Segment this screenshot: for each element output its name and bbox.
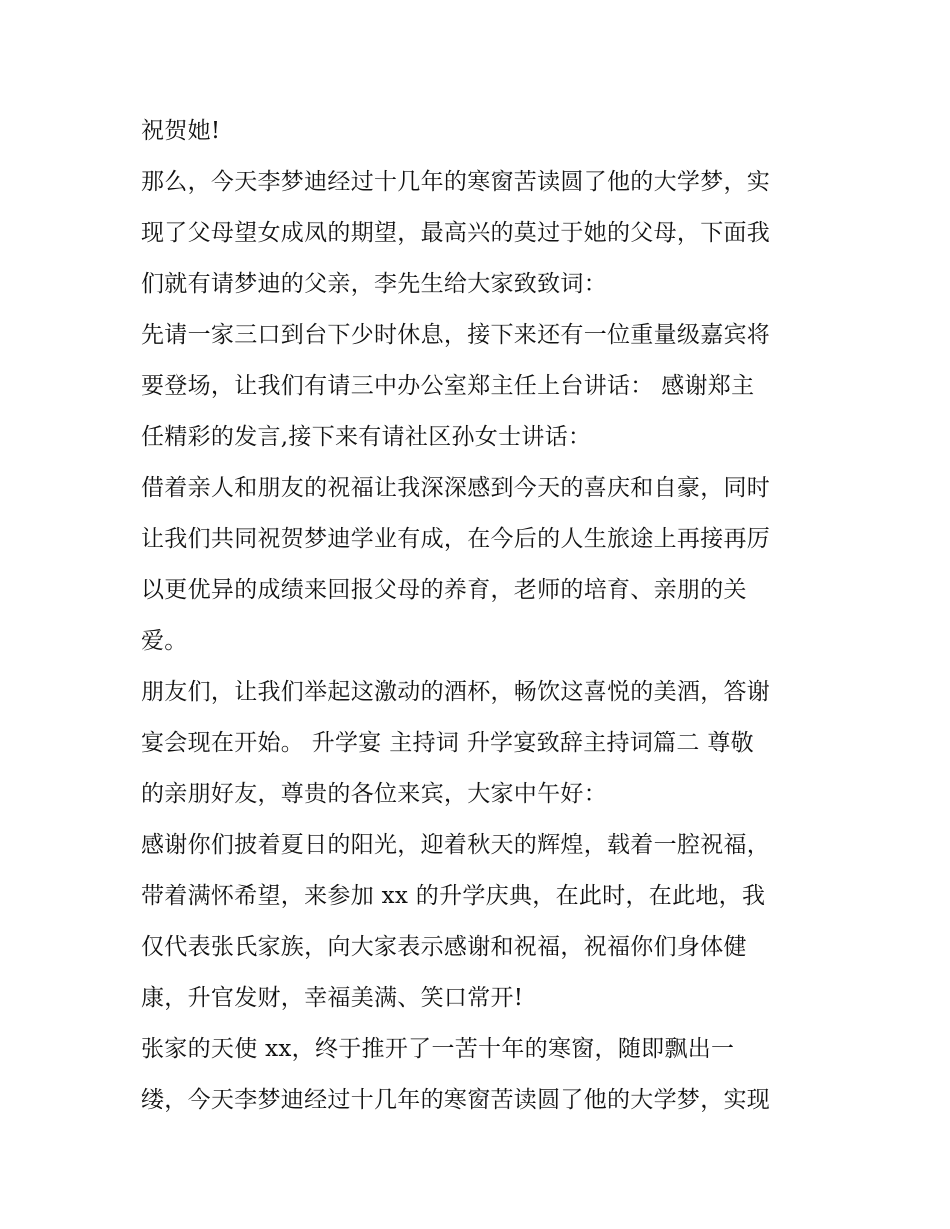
text-line: 张家的天使 xx，终于推开了一苦十年的寒窗，随即飘出一 xyxy=(141,1036,735,1062)
text-line: 借着亲人和朋友的祝福让我深深感到今天的喜庆和自豪，同时 xyxy=(141,475,771,501)
text-line: 朋友们，让我们举起这激动的酒杯，畅饮这喜悦的美酒，答谢 xyxy=(141,679,771,705)
text-line: 康，升官发财，幸福美满、笑口常开! xyxy=(141,985,524,1011)
text-line: 要登场，让我们有请三中办公室郑主任上台讲话： 感谢郑主 xyxy=(141,373,755,399)
text-line: 爱。 xyxy=(141,628,188,654)
text-line: 们就有请梦迪的父亲，李先生给大家致致词： xyxy=(141,271,607,297)
text-line: 任精彩的发言,接下来有请社区孙女士讲话： xyxy=(141,424,592,450)
text-line: 以更优异的成绩来回报父母的养育，老师的培育、亲朋的关 xyxy=(141,577,747,603)
text-line: 先请一家三口到台下少时休息，接下来还有一位重量级嘉宾将 xyxy=(141,322,771,348)
text-line: 让我们共同祝贺梦迪学业有成，在今后的人生旅途上再接再厉 xyxy=(141,526,771,552)
text-line: 缕，今天李梦迪经过十几年的寒窗苦读圆了他的大学梦，实现 xyxy=(141,1087,771,1113)
text-line: 现了父母望女成凤的期望，最高兴的莫过于她的父母，下面我 xyxy=(141,220,771,246)
text-line: 的亲朋好友，尊贵的各位来宾，大家中午好： xyxy=(141,781,607,807)
text-line: 祝贺她! xyxy=(141,118,221,144)
document-body xyxy=(141,106,821,1126)
text-line: 宴会现在开始。 升学宴 主持词 升学宴致辞主持词篇二 尊敬 xyxy=(141,730,754,756)
text-line: 那么，今天李梦迪经过十几年的寒窗苦读圆了他的大学梦，实 xyxy=(141,169,771,195)
text-line: 感谢你们披着夏日的阳光，迎着秋天的辉煌，载着一腔祝福， xyxy=(141,832,771,858)
text-line: 带着满怀希望，来参加 xx 的升学庆典，在此时，在此地，我 xyxy=(141,883,766,909)
text-line: 仅代表张氏家族，向大家表示感谢和祝福，祝福你们身体健 xyxy=(141,934,747,960)
